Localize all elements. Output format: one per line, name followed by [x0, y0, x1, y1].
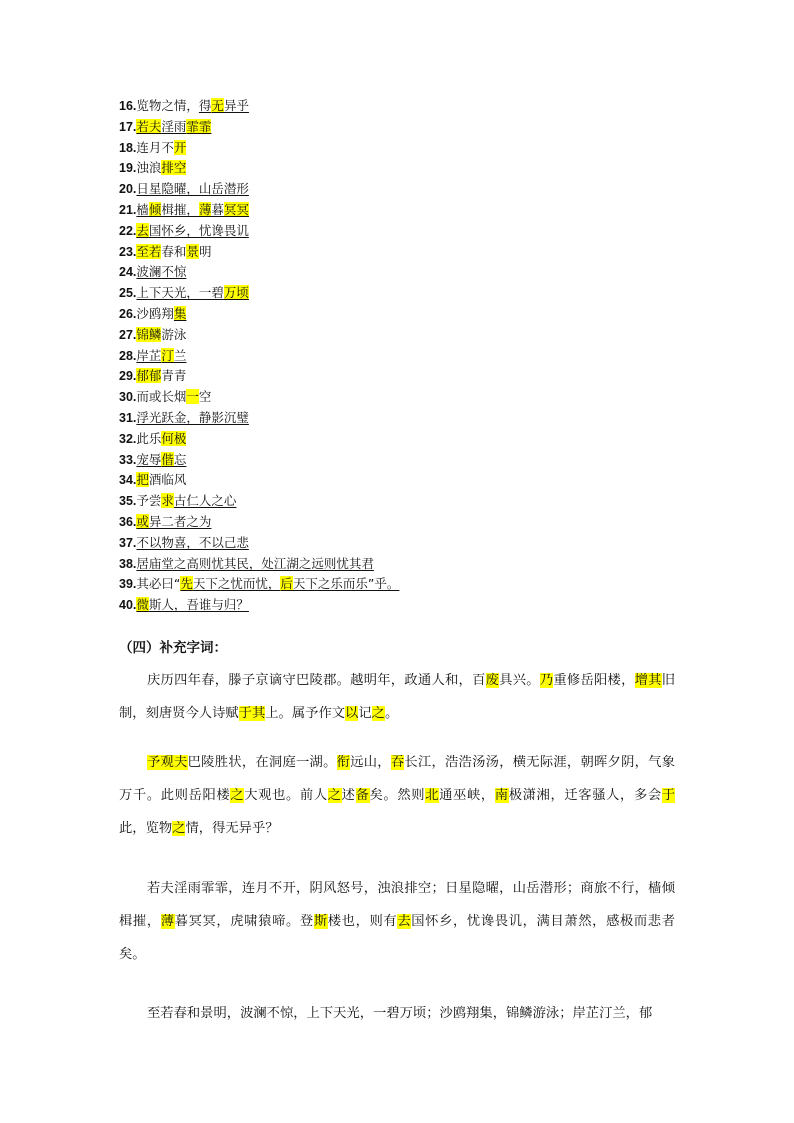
list-item	[119, 117, 739, 138]
list-item	[119, 304, 739, 325]
text-segment: 不以物喜，不以己悲	[136, 534, 249, 550]
highlighted-text: 何极	[161, 430, 187, 446]
highlighted-text: 斯	[313, 914, 328, 929]
list-item	[119, 574, 739, 595]
text-segment: 异乎	[223, 98, 249, 113]
item-number: 25.	[119, 286, 137, 301]
list-item	[119, 325, 739, 346]
highlighted-text: 万顷	[223, 285, 249, 301]
item-number: 19.	[119, 161, 137, 176]
highlighted-text: 吞	[390, 755, 405, 770]
highlighted-text: 之	[230, 788, 245, 803]
text-segment: 此乐	[136, 430, 162, 446]
list-item	[119, 595, 739, 616]
text-segment: 通巫峡，	[439, 788, 495, 803]
text-segment: 古仁人之心	[173, 493, 237, 509]
list-item	[119, 221, 739, 242]
item-number: 37.	[119, 535, 137, 550]
highlighted-text: 之	[172, 821, 186, 836]
text-segment: 空	[198, 389, 212, 405]
text-segment: 宠辱	[136, 451, 162, 467]
item-number: 32.	[119, 431, 137, 446]
list-item	[119, 179, 739, 200]
highlighted-text: 衔	[336, 755, 351, 770]
text-segment: 浊浪	[136, 160, 162, 176]
item-number: 35.	[119, 494, 137, 509]
highlighted-text: 薄	[160, 914, 175, 929]
text-segment: 兰	[173, 347, 187, 363]
text-segment: 异二者之为	[148, 513, 212, 529]
text-segment: 春和	[161, 243, 187, 259]
item-number: 36.	[119, 514, 137, 529]
text-segment: 此，览物	[119, 821, 173, 836]
item-number: 40.	[119, 598, 137, 613]
list-item	[119, 512, 739, 533]
text-segment: 其必曰“	[136, 576, 181, 592]
item-number: 28.	[119, 348, 137, 363]
list-item	[119, 470, 739, 491]
text-segment: 樯	[136, 201, 149, 217]
text-segment: 楫摧，	[161, 201, 199, 217]
highlighted-text: 求	[161, 493, 174, 509]
item-number: 17.	[119, 119, 137, 134]
highlighted-text: 景	[186, 243, 199, 259]
highlighted-text: 于	[661, 788, 676, 803]
text-segment: 忘	[173, 451, 187, 467]
text-segment: 国怀乡，忧谗畏讥	[148, 222, 249, 238]
list-item	[119, 96, 739, 117]
text-segment: 波澜	[136, 264, 162, 280]
highlighted-text: 微	[136, 597, 149, 613]
list-item	[119, 242, 739, 263]
paragraph	[119, 997, 675, 1030]
highlighted-text: 锦鳞	[136, 326, 162, 342]
text-segment: 日星隐曜，山岳潜形	[136, 181, 249, 197]
list-item	[119, 158, 739, 179]
highlighted-text: 一	[186, 389, 199, 405]
text-segment: 上下天光，一碧	[136, 285, 224, 301]
text-segment: 得	[198, 98, 212, 113]
text-segment: 楼也，则有	[327, 914, 398, 929]
highlighted-text: 郁郁	[136, 368, 162, 384]
highlighted-text: 霏霏	[186, 118, 212, 134]
item-number: 38.	[119, 556, 137, 571]
highlighted-text: 予观夫	[147, 755, 188, 770]
text-segment: 具兴。	[499, 673, 540, 688]
text-segment: 庆历四年春，滕子京谪守巴陵郡。越明年，政通人和，百	[147, 673, 486, 688]
text-segment: 酒临风	[148, 472, 187, 488]
item-number: 20.	[119, 182, 137, 197]
highlighted-text: 以	[345, 706, 359, 721]
highlighted-text: 偕	[161, 451, 174, 467]
vocabulary-list	[119, 96, 739, 616]
highlighted-text: 若夫	[136, 118, 162, 134]
text-segment: 暮	[211, 201, 224, 217]
text-segment: 连月不	[136, 139, 174, 155]
text-segment: 予尝	[136, 493, 162, 509]
highlighted-text: 去	[397, 914, 412, 929]
text-segment: 斯人，吾谁与归？	[148, 597, 249, 613]
text-segment: 沙鸥翔	[136, 305, 174, 321]
text-segment: 极潇湘，迁客骚人，多会	[508, 788, 662, 803]
highlighted-text: 乃	[539, 673, 554, 688]
list-item	[119, 554, 739, 575]
item-number: 27.	[119, 327, 137, 342]
highlighted-text: 排空	[161, 160, 187, 176]
highlighted-text: 汀	[161, 347, 174, 363]
list-item	[119, 200, 739, 221]
highlighted-text: 冥冥	[223, 201, 249, 217]
text-segment: 巴陵胜状，在洞庭一湖。	[187, 755, 337, 770]
item-number: 26.	[119, 306, 137, 321]
text-segment: 不惊	[161, 264, 187, 280]
text-segment: 而或长烟	[136, 389, 187, 405]
item-number: 16.	[119, 99, 137, 113]
highlighted-text: 之	[327, 788, 342, 803]
highlighted-text: 后	[280, 576, 293, 592]
paragraph	[119, 664, 675, 730]
highlighted-text: 至若	[136, 243, 162, 259]
item-number: 34.	[119, 473, 137, 488]
highlighted-text: 把	[136, 472, 149, 488]
highlighted-text: 无	[211, 98, 224, 113]
item-number: 33.	[119, 452, 137, 467]
paragraph	[119, 872, 675, 971]
item-number: 18.	[119, 140, 137, 155]
list-item	[119, 387, 739, 408]
text-segment: 居庙堂之高则忧其民，处江湖之远则忧其君	[136, 555, 374, 571]
highlighted-text: 开	[173, 139, 187, 155]
text-segment: 若夫淫雨霏霏，连月不开，阴风怒号，浊浪排空；日星隐曜，山岳潜形；商旅不行，樯倾楫摧，	[119, 881, 675, 929]
list-item	[119, 346, 739, 367]
text-segment: 暮冥冥，虎啸猿啼。登	[174, 914, 314, 929]
item-number: 24.	[119, 265, 137, 280]
highlighted-text: 集	[173, 305, 187, 321]
highlighted-text: 备	[355, 788, 370, 803]
paragraph	[119, 746, 675, 845]
list-item	[119, 138, 739, 159]
list-item	[119, 450, 739, 471]
highlighted-text: 先	[180, 576, 193, 592]
list-item	[119, 366, 739, 387]
list-item	[119, 491, 739, 512]
text-segment: 情，得无异乎？	[185, 821, 279, 836]
highlighted-text: 于其	[238, 706, 266, 721]
text-segment: 淫雨	[161, 118, 187, 134]
highlighted-text: 废	[485, 673, 500, 688]
text-segment: 国怀乡，忧谗畏讥，满目萧然，感极而悲者矣。	[119, 914, 676, 962]
text-segment: 长江，浩浩汤汤，横无际涯，朝晖夕阴，气象万千。此则岳阳楼	[119, 755, 676, 803]
highlighted-text: 增其	[634, 673, 662, 688]
text-segment: 至若春和景明，波澜不惊，上下天光，一碧万顷；沙鸥翔集，锦鳞游泳；岸芷汀兰，郁	[147, 1006, 653, 1021]
highlighted-text: 之	[371, 706, 385, 721]
highlighted-text: 倾	[148, 201, 162, 217]
text-segment: 岸芷	[136, 347, 162, 363]
text-segment: 明	[198, 243, 212, 259]
highlighted-text: 或	[136, 513, 149, 529]
item-number: 31.	[119, 410, 137, 425]
text-segment: 重修岳阳楼，	[553, 673, 635, 688]
text-segment: 天下之乐而乐”乎。	[292, 576, 400, 592]
item-number: 22.	[119, 223, 137, 238]
text-segment: 天下之忧而忧，	[192, 576, 281, 592]
list-item	[119, 533, 739, 554]
list-item	[119, 283, 739, 304]
section-title: （四）补充字词：	[119, 640, 227, 656]
text-segment: 览物之情，	[136, 98, 199, 113]
text-segment: 大观也。前人	[244, 788, 328, 803]
text-segment: 远山，	[350, 755, 391, 770]
highlighted-text: 北	[425, 788, 440, 803]
text-segment: 上。属予作文	[265, 706, 346, 721]
item-number: 30.	[119, 390, 137, 405]
text-segment: 。	[384, 706, 399, 721]
item-number: 29.	[119, 369, 137, 384]
highlighted-text: 去	[136, 222, 149, 238]
text-segment: 浮光跃金，静影沉璧	[136, 409, 249, 425]
list-item	[119, 429, 739, 450]
item-number: 39.	[119, 577, 137, 592]
item-number: 23.	[119, 244, 137, 259]
text-segment: 矣。然则	[369, 788, 426, 803]
text-segment: 旧制，刻唐贤今人诗赋	[119, 673, 676, 721]
text-segment: 游泳	[161, 326, 187, 342]
text-segment: 青青	[161, 368, 187, 384]
list-item	[119, 408, 739, 429]
item-number: 21.	[119, 202, 137, 217]
highlighted-text: 薄	[198, 201, 212, 217]
text-segment: 记	[358, 706, 372, 721]
text-segment: 述	[341, 788, 356, 803]
list-item	[119, 262, 739, 283]
highlighted-text: 南	[494, 788, 509, 803]
